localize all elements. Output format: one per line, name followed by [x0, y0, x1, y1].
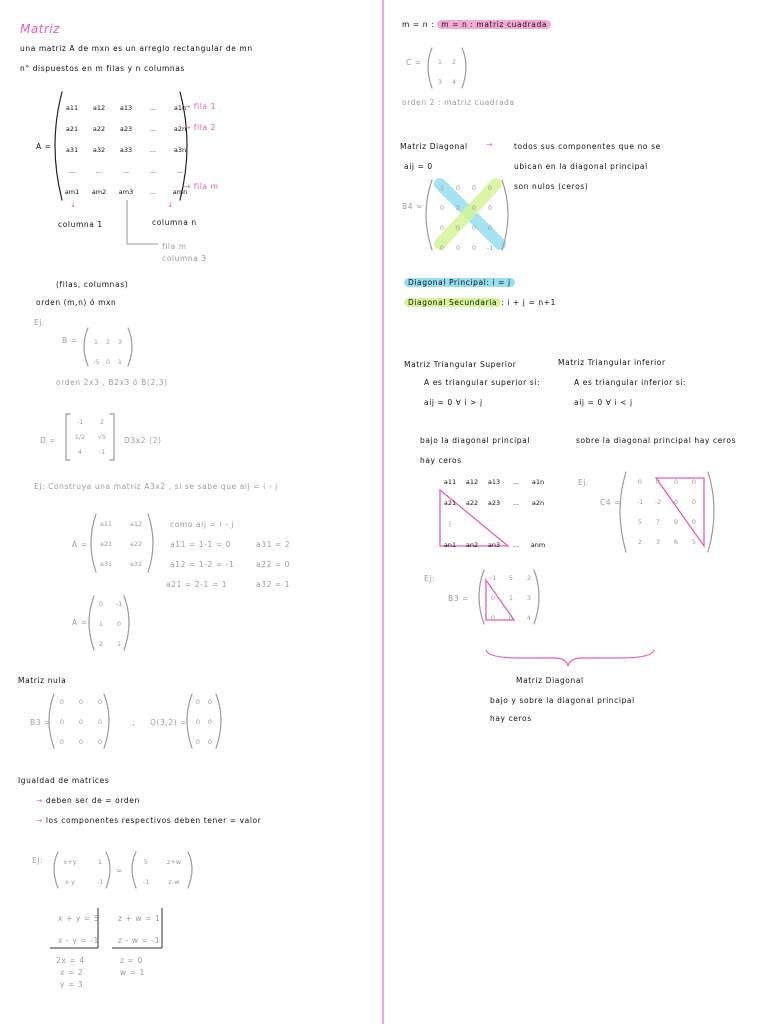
calc-a12: a12 = 1-2 = -1	[170, 560, 235, 569]
matrix-cell: 1	[98, 620, 104, 628]
eq-sign: =	[116, 866, 123, 875]
matrix-cell: am3	[118, 188, 134, 196]
matrix-cell: 0	[490, 614, 496, 622]
principal-label: Diagonal Principal	[408, 278, 487, 287]
col1-label: columna 1	[58, 220, 103, 229]
matrix-cell: 0	[439, 204, 445, 212]
equality-item-2-text: los componentes respectivos deben tener = valor	[45, 816, 262, 825]
matrix-cell: 0	[487, 184, 493, 192]
matrix-cell: 1	[437, 58, 443, 66]
matrix-cell: 0	[691, 498, 697, 506]
matrix-cell: a32	[92, 146, 106, 154]
lower-def: A es triangular inferior si:	[574, 378, 687, 387]
matrix-cell: -1	[486, 244, 494, 252]
matrix-cell: a2n	[531, 499, 545, 507]
matrix-cell: a12	[465, 478, 479, 486]
lower-note: sobre la diagonal principal hay ceros	[576, 436, 737, 445]
matrix-cell: -1	[142, 878, 150, 886]
col1-arrow-icon: ↓	[70, 200, 77, 209]
matrix-cell: a21	[65, 125, 79, 133]
matrix-cell: 0	[439, 244, 445, 252]
matrix-cell: √5	[97, 433, 107, 441]
matrix-cell: 1	[116, 640, 122, 648]
row-arrow-m: → fila m	[184, 182, 219, 191]
matrix-cell: 4	[451, 78, 457, 86]
matrix-cell: a23	[487, 499, 501, 507]
matrix-cell: a1n	[173, 104, 187, 112]
matrix-cell: 6	[673, 538, 679, 546]
null-separator: ;	[132, 718, 136, 727]
matrix-cell: a32	[129, 560, 143, 568]
matrix-cell: 0	[471, 184, 477, 192]
matrix-cell: ...	[149, 104, 157, 112]
calc-como: como aij = i - j	[170, 520, 235, 529]
row-label-1: fila 1	[193, 102, 217, 111]
matrix-cell: 0	[490, 594, 496, 602]
lower-cond: aij = 0 ∀ i < j	[574, 398, 633, 407]
matrix-cell: 0	[691, 518, 697, 526]
matrix-cell: 0	[455, 224, 461, 232]
matrix-d-order: D3x2 (2)	[124, 436, 162, 445]
principal-rule: : i = j	[486, 278, 511, 287]
matrix-a-generic-name: A =	[72, 540, 88, 549]
matrix-cell: a13	[119, 104, 133, 112]
matrix-cell: x-y	[65, 878, 75, 886]
matrix-cell: a3n	[173, 146, 187, 154]
order-line: orden (m,n) ó mxn	[36, 298, 117, 307]
square-order: orden 2 : matriz cuadrada	[402, 98, 515, 107]
matrix-cell: 3	[655, 538, 661, 546]
intro-line-2: n° dispuestos en m filas y n columnas	[20, 64, 185, 73]
matrix-a-name: A =	[36, 142, 52, 151]
matrix-cell: a22	[92, 125, 106, 133]
matrix-cell: 2	[526, 574, 532, 582]
page-title: Matriz	[20, 22, 60, 36]
system2-eq1: z + w = 1	[118, 914, 161, 923]
diag-condition: aij = 0	[404, 162, 433, 171]
calc-a11: a11 = 1-1 = 0	[170, 540, 232, 549]
matrix-cell: 0	[207, 718, 213, 726]
matrix-cell: 0	[439, 224, 445, 232]
diag-desc-3: son nulos (ceros)	[514, 182, 589, 191]
matrix-cell: 0	[455, 244, 461, 252]
matrix-cell: ...	[122, 167, 130, 175]
matrix-cell: -1	[115, 600, 123, 608]
matrix-cell: ...	[149, 188, 157, 196]
matrix-cell: 0	[471, 204, 477, 212]
matrix-cell: 0	[471, 224, 477, 232]
matrix-cell: 2	[99, 418, 105, 426]
matrix-cell: 0	[207, 698, 213, 706]
null-o-name: O(3,2) =	[150, 718, 188, 727]
matrix-cell: 2	[105, 338, 111, 346]
matrix-cell: 3	[526, 594, 532, 602]
coln-arrow-icon: ↓	[167, 200, 174, 209]
note-line-2: columna 3	[162, 254, 207, 263]
matrix-cell: -1	[636, 498, 644, 506]
matrix-cell: an2	[465, 541, 479, 549]
matrix-a-result-name: A =	[72, 618, 88, 627]
matrix-cell: 0	[78, 698, 84, 706]
matrix-cell: 0	[487, 204, 493, 212]
matrix-b-name: B =	[62, 336, 78, 345]
lower-title: Matriz Triangular inferior	[558, 358, 666, 367]
matrix-cell: a1n	[531, 478, 545, 486]
matrix-cell: 0	[59, 718, 65, 726]
null-b-name: B3 =	[30, 718, 51, 727]
matrix-cell: 0	[637, 478, 643, 486]
matrix-cell: am2	[91, 188, 107, 196]
matrix-cell: ...	[149, 146, 157, 154]
matrix-cell: 0	[207, 738, 213, 746]
matrix-cell: amn	[172, 188, 188, 196]
matrix-cell: a23	[119, 125, 133, 133]
coln-label: columna n	[152, 218, 197, 227]
system1-eq2: x - y = -1	[58, 936, 99, 945]
matrix-cell: ...	[149, 167, 157, 175]
matrix-cell: a12	[129, 520, 143, 528]
equality-item-1-text: deben ser de = orden	[45, 796, 140, 805]
matrix-cell: 0	[673, 498, 679, 506]
diag-title: Matriz Diagonal	[400, 142, 468, 151]
matrix-cell: 0	[116, 620, 122, 628]
matrix-cell: a13	[487, 478, 501, 486]
matrix-d-name: D =	[40, 436, 57, 445]
square-highlight: m = n : matriz cuadrada	[437, 20, 551, 29]
matrix-cell: 0	[59, 738, 65, 746]
matrix-cell: a22	[465, 499, 479, 507]
matrix-cell: 1	[97, 858, 103, 866]
order-note: (filas, columnas)	[56, 280, 129, 289]
null-title: Matriz nula	[18, 676, 67, 685]
matrix-cell: 0	[508, 614, 514, 622]
diag-arrow-icon: →	[486, 140, 493, 149]
matrix-cell: a31	[65, 146, 79, 154]
upper-note-1: bajo la diagonal principal	[420, 436, 531, 445]
square-line: m = n : m = n : matriz cuadrada	[402, 20, 551, 30]
matrix-cell: 1	[93, 338, 99, 346]
matrix-cell: 2	[451, 58, 457, 66]
system2-eq2: z - w = -1	[118, 936, 161, 945]
matrix-cell: 5	[508, 574, 514, 582]
matrix-cell: a11	[443, 478, 457, 486]
matrix-cell: 2	[455, 204, 461, 212]
matrix-cell: ⋮	[446, 520, 454, 528]
solution2-line1: z = 0	[120, 956, 143, 965]
matrix-cell: a11	[99, 520, 113, 528]
upper-title: Matriz Triangular Superior	[404, 360, 517, 369]
solution1-line3: y = 3	[60, 980, 84, 989]
matrix-cell: a33	[119, 146, 133, 154]
matrix-b4-name: B4 =	[402, 202, 423, 211]
matrix-cell: 0	[195, 738, 201, 746]
matrix-cell: am1	[64, 188, 80, 196]
matrix-cell: -1	[98, 448, 106, 456]
matrix-cell: 1	[508, 594, 514, 602]
upper-example-label: Ej:	[424, 574, 436, 583]
summary-line-2: hay ceros	[490, 714, 532, 723]
matrix-cell: 0	[487, 224, 493, 232]
matrix-cell: x+y	[63, 858, 77, 866]
matrix-cell: z-w	[168, 878, 180, 886]
matrix-cell: ...	[512, 478, 520, 486]
matrix-cell: a2n	[173, 125, 187, 133]
matrix-cell: an3	[487, 541, 501, 549]
matrix-cell: 3	[437, 78, 443, 86]
matrix-cell: 3	[117, 338, 123, 346]
solution1-line1: 2x = 4	[56, 956, 85, 965]
matrix-c4-name: C4 =	[600, 498, 622, 507]
matrix-cell: 2	[98, 640, 104, 648]
matrix-cell: 5	[691, 538, 697, 546]
row-label-m: fila m	[193, 182, 219, 191]
matrix-cell: -2	[654, 498, 662, 506]
matrix-cell: 0	[471, 244, 477, 252]
matrix-cell: 7	[655, 518, 661, 526]
matrix-cell: 0	[195, 698, 201, 706]
matrix-cell: 9	[673, 518, 679, 526]
matrix-cell: 0	[655, 478, 661, 486]
matrix-b3-name: B3 =	[448, 594, 469, 603]
matrix-cell: 0	[105, 358, 111, 366]
matrix-cell: ...	[149, 125, 157, 133]
row-arrow-1: → fila 1	[184, 102, 217, 111]
solution2-line2: w = 1	[120, 968, 145, 977]
matrix-cell: an1	[443, 541, 457, 549]
matrix-cell: a21	[99, 540, 113, 548]
matrix-cell: 0	[97, 738, 103, 746]
matrix-cell: -1	[96, 878, 104, 886]
matrix-cell: ...	[95, 167, 103, 175]
matrix-cell: 0	[97, 718, 103, 726]
matrix-cell: ...	[176, 167, 184, 175]
matrix-cell: ...	[68, 167, 76, 175]
upper-cond: aij = 0 ∀ i > j	[424, 398, 483, 407]
matrix-cell: a21	[443, 499, 457, 507]
matrix-cell: 5	[637, 518, 643, 526]
diag-desc-1: todos sus componentes que no se	[514, 142, 661, 151]
matrix-cell: 4	[77, 448, 83, 456]
matrix-c-name: C =	[406, 58, 422, 67]
upper-def: A es triangular superior si:	[424, 378, 541, 387]
matrix-cell: ...	[512, 541, 520, 549]
secondary-rule: : i + j = n+1	[501, 298, 556, 307]
matrix-cell: 0	[59, 698, 65, 706]
solution1-line2: x = 2	[60, 968, 84, 977]
matrix-cell: a12	[92, 104, 106, 112]
matrix-cell: 5	[143, 858, 149, 866]
calc-a22: a22 = 0	[256, 560, 291, 569]
matrix-cell: 1/2	[74, 433, 86, 441]
intro-line-1: una matriz A de mxn es un arreglo rectangular de mn	[20, 44, 253, 53]
example-label: Ej:	[34, 318, 46, 327]
matrix-cell: anm	[530, 541, 546, 549]
matrix-cell: 2	[637, 538, 643, 546]
matrix-cell: 0	[455, 184, 461, 192]
matrix-cell: z+w	[166, 858, 182, 866]
secondary-highlight: Diagonal Secundaria	[404, 298, 501, 307]
upper-note-2: hay ceros	[420, 456, 462, 465]
row-arrow-2: → fila 2	[184, 123, 217, 132]
construct-line: Ej: Construya una matriz A3x2 , si se sabe que aij = i - j	[34, 482, 278, 491]
calc-a32: a32 = 1	[256, 580, 291, 589]
equality-title: Igualdad de matrices	[18, 776, 110, 785]
order-b: orden 2x3 , B2x3 ó B(2,3)	[56, 378, 168, 387]
matrix-cell: ...	[512, 499, 520, 507]
matrix-cell: -1	[76, 418, 84, 426]
matrix-cell: -5	[92, 358, 100, 366]
row-label-2: fila 2	[193, 123, 217, 132]
eq-example-label: Ej:	[32, 856, 44, 865]
matrix-cell: 0	[78, 718, 84, 726]
matrix-cell: 0	[78, 738, 84, 746]
diag-desc-2: ubican en la diagonal principal	[514, 162, 648, 171]
matrix-cell: a22	[129, 540, 143, 548]
matrix-cell: 1	[439, 184, 445, 192]
bullet-arrow-icon: →	[36, 816, 46, 825]
matrix-cell: 0	[195, 718, 201, 726]
summary-line-1: bajo y sobre la diagonal principal	[490, 696, 635, 705]
matrix-cell: 4	[526, 614, 532, 622]
matrix-cell: 0	[691, 478, 697, 486]
system1-eq1: x + y = 5	[58, 914, 100, 923]
note-line-1: fila m	[162, 242, 187, 251]
matrix-cell: 0	[97, 698, 103, 706]
matrix-cell: 1	[117, 358, 123, 366]
calc-a31: a31 = 2	[256, 540, 291, 549]
summary-title: Matriz Diagonal	[516, 676, 584, 685]
matrix-cell: -1	[489, 574, 497, 582]
matrix-cell: 0	[98, 600, 104, 608]
matrix-cell: a31	[99, 560, 113, 568]
bullet-arrow-icon: →	[36, 796, 46, 805]
matrix-cell: 0	[673, 478, 679, 486]
calc-a21: a21 = 2-1 = 1	[166, 580, 228, 589]
lower-example-label: Ej:	[578, 478, 590, 487]
matrix-cell: a11	[65, 104, 79, 112]
